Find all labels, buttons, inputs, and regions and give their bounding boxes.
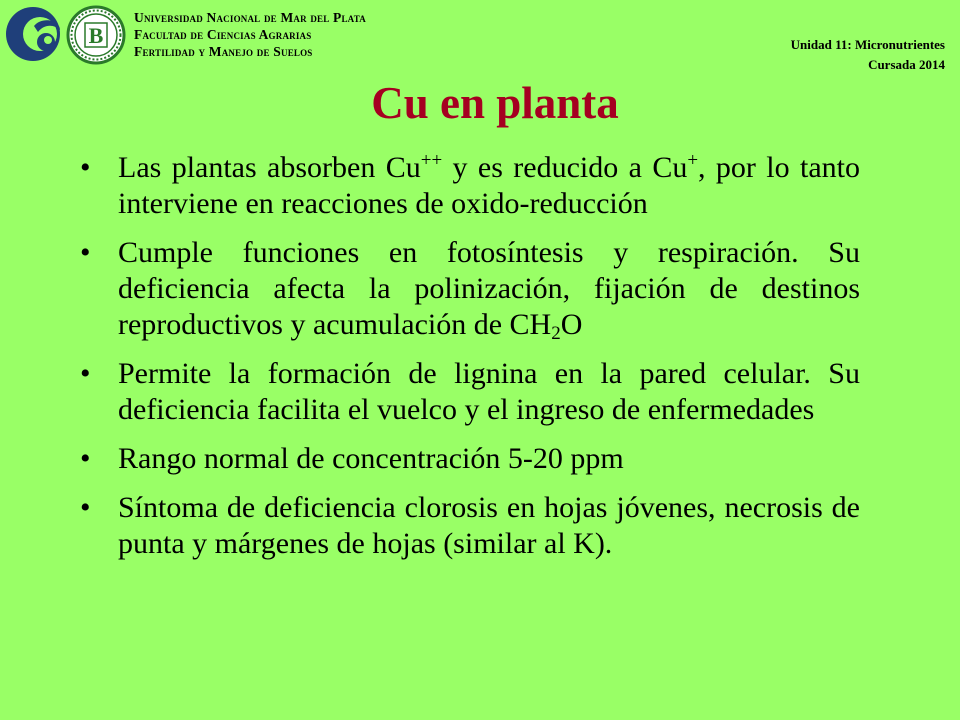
superscript: ++	[420, 150, 443, 171]
bullet-text: Rango normal de concentración 5-20 ppm	[118, 442, 624, 475]
bullet-list	[80, 150, 860, 575]
course-name: Fertilidad y Manejo de Suelos	[134, 44, 313, 59]
faculty-seal-icon	[66, 4, 126, 66]
bullet-text: O	[560, 308, 583, 341]
subscript: 2	[551, 323, 561, 344]
course-year: Cursada 2014	[868, 57, 945, 72]
bullet-marker: •	[80, 491, 91, 524]
bullet-item	[80, 150, 860, 222]
bullet-item	[80, 235, 860, 343]
institution-header	[134, 9, 366, 60]
bullet-text: , por lo tanto interviene en reacciones de oxido-reducción	[118, 151, 860, 220]
bullet-marker: •	[80, 151, 91, 184]
unit-info	[791, 35, 945, 75]
bullet-item	[80, 441, 860, 477]
bullet-text: Permite la formación de lignina en la pared celular. Su deficiencia facilita el vuelco y el ingreso de enfermedades	[118, 357, 860, 426]
bullet-item	[80, 356, 860, 428]
slide-title: Cu en planta	[371, 78, 619, 128]
university-name: Universidad Nacional de Mar del Plata	[134, 10, 366, 25]
seal-letter: B	[88, 23, 104, 48]
bullet-item	[80, 490, 860, 562]
bullet-marker: •	[80, 442, 91, 475]
bullet-marker: •	[80, 236, 91, 269]
bullet-text: Síntoma de deficiencia clorosis en hojas jóvenes, necrosis de punta y márgenes de hojas (similar al K).	[118, 491, 860, 560]
unmdp-logo-icon	[4, 4, 62, 64]
bullet-text: y es reducido a Cu	[442, 151, 688, 184]
bullet-marker: •	[80, 357, 91, 390]
bullet-text: Las plantas absorben Cu	[118, 151, 421, 184]
superscript: +	[687, 150, 699, 171]
faculty-name: Facultad de Ciencias Agrarias	[134, 27, 312, 42]
bullet-text: Cumple funciones en fotosíntesis y respiración. Su deficiencia afecta la polinización, fijación de destinos reproductivos y acumulación de CH	[118, 236, 860, 341]
unit-label: Unidad 11: Micronutrientes	[790, 37, 945, 52]
